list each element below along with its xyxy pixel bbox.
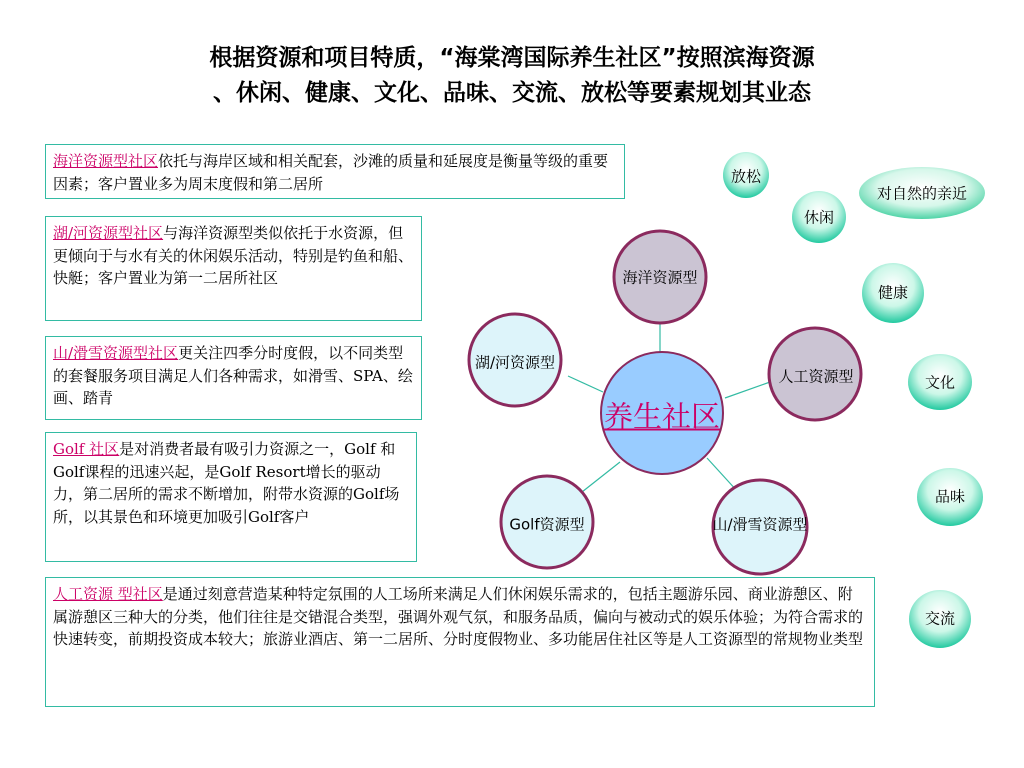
box-text: 是通过刻意营造某种特定氛围的人工场所来满足人们休闲娱乐需求的，包括主题游乐园、商业游憩区、附属游憩区三种大的分类，他们往往是交错混合类型，强调外观气氛，和服务品质，偏向与被动式的娱乐体验；为符合需求的快速转变，前期投资成本较大；旅游业酒店、第一二居所、分时度假物业、多功能居住社区等是人工资源型的常规物业类型 [53, 585, 864, 648]
center-label: 养生社区 [603, 399, 721, 434]
box-text: 是对消费者最有吸引力资源之一，Golf 和Golf课程的迅速兴起，是Golf Resort增长的驱动力，第二居所的需求不断增加，附带水资源的Golf场所，以其景色和环境更加吸引Golf客户 [53, 440, 400, 526]
connector-lake [568, 376, 603, 392]
node-label-lake: 湖/河资源型 [474, 353, 556, 372]
box-highlight: 山/滑雪资源型社区 [53, 344, 179, 362]
element-label-relax: 放松 [730, 167, 762, 186]
element-label-nature: 对自然的亲近 [876, 184, 968, 203]
box-highlight: 湖/河资源型社区 [53, 224, 164, 242]
box-text: 更关注四季分时度假，以不同类型的套餐服务项目满足人们各种需求，如滑雪、SPA、绘画、踏青 [53, 344, 413, 407]
element-label-health: 健康 [877, 283, 909, 302]
node-label-artificial: 人工资源型 [778, 367, 854, 386]
box-highlight: 人工资源 型社区 [53, 585, 163, 603]
element-label-culture: 文化 [924, 373, 956, 392]
box-highlight: 海洋资源型社区 [53, 152, 159, 170]
node-label-golf: Golf资源型 [509, 515, 585, 534]
box-text: 与海洋资源型类似依托于水资源，但更倾向于与水有关的休闲娱乐活动，特别是钓鱼和船、快艇；客户置业为第一二居所社区 [53, 224, 414, 287]
connector-artificial [725, 382, 770, 398]
page-title-line1: 根据资源和项目特质，“海棠湾国际养生社区”按照滨海资源 [209, 45, 815, 71]
element-label-exchange: 交流 [924, 609, 956, 628]
box-highlight: Golf 社区 [53, 440, 120, 458]
box-text: 依托与海岸区域和相关配套，沙滩的质量和延展度是衡量等级的重要因素；客户置业多为周末度假和第二居所 [53, 152, 609, 193]
node-label-mountain: 山/滑雪资源型 [712, 515, 808, 534]
page-title-line2: 、休闲、健康、文化、品味、交流、放松等要素规划其业态 [213, 80, 811, 106]
connector-golf [582, 462, 620, 492]
element-label-taste: 品味 [934, 487, 966, 506]
element-label-leisure: 休闲 [803, 208, 835, 227]
node-label-ocean: 海洋资源型 [622, 268, 698, 287]
